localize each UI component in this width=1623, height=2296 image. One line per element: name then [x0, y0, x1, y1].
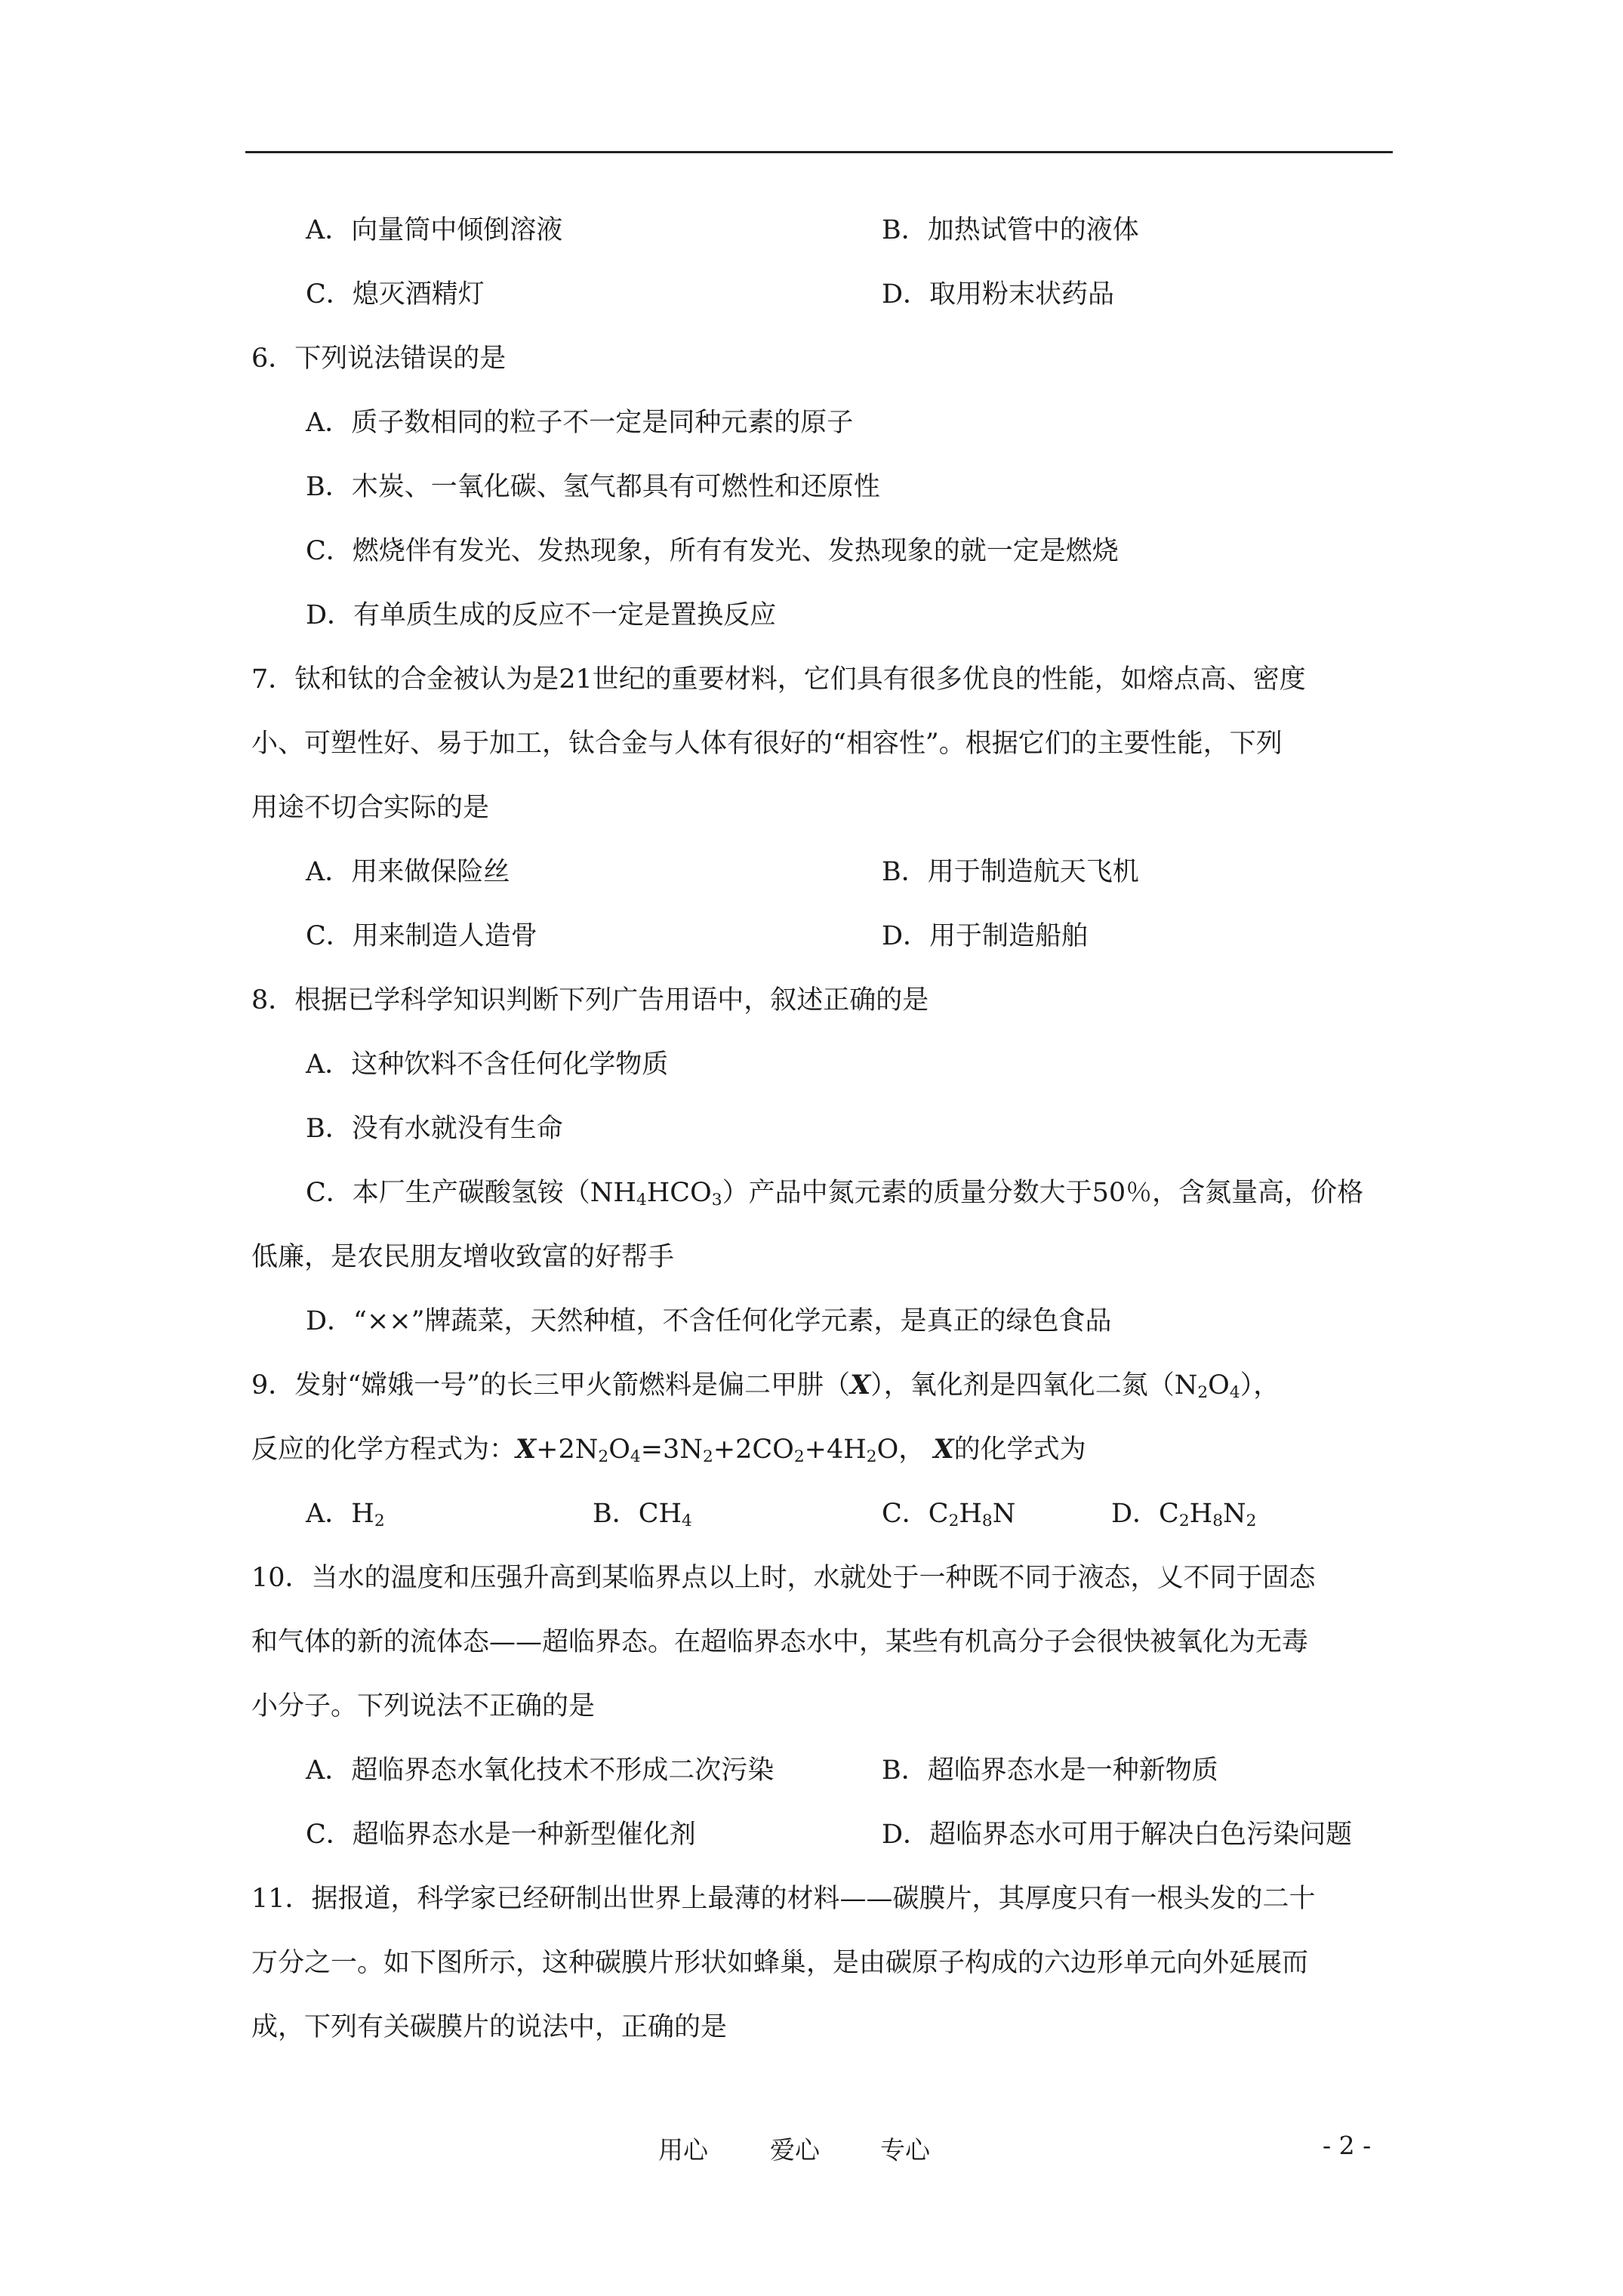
q10-stem-line3: 小分子。下列说法不正确的是 — [251, 1691, 596, 1721]
q8-c-text-b: HCO — [646, 1178, 712, 1208]
q9-sub: 2 — [702, 1447, 713, 1466]
footer-motto-1: 用心 — [658, 2135, 708, 2165]
q6-option-b: B．木炭、一氧化碳、氢气都具有可燃性和还原性 — [306, 472, 880, 502]
q9-text-c: ）， — [1240, 1370, 1280, 1401]
q7-stem-line2: 小、可塑性好、易于加工，钛合金与人体有很好的“相容性”。根据它们的主要性能，下列 — [251, 729, 1283, 759]
q9-text-d: 的化学式为 — [953, 1435, 1086, 1465]
q9-sub: 2 — [374, 1511, 385, 1530]
q9-eq: +2N — [536, 1435, 599, 1465]
q9-c-text: C．C — [882, 1499, 949, 1529]
q5-option-d: D．取用粉末状药品 — [882, 279, 1115, 310]
q10-option-d: D．超临界态水可用于解决白色污染问题 — [882, 1820, 1353, 1850]
q9-x-symbol: X — [850, 1370, 871, 1401]
q8-c-sub-3: 3 — [711, 1190, 722, 1210]
q7-stem-line1: 7．钛和钛的合金被认为是21世纪的重要材料，它们具有很多优良的性能，如熔点高、密度 — [251, 664, 1306, 695]
q9-o: O — [608, 1435, 630, 1465]
q11-stem-line1: 11．据报道，科学家已经研制出世界上最薄的材料——碳膜片，其厚度只有一根头发的二十 — [251, 1884, 1316, 1914]
q9-eq: +4H — [804, 1435, 867, 1465]
header-rule — [245, 151, 1393, 153]
q9-option-b — [593, 1496, 692, 1531]
q9-eq: =3N — [640, 1435, 703, 1465]
q8-c-text-a: C．本厂生产碳酸氢铵（NH — [306, 1178, 636, 1208]
q9-eq: +2CO — [713, 1435, 794, 1465]
q9-sub: 8 — [1212, 1511, 1223, 1530]
q9-sub: 4 — [1229, 1382, 1240, 1402]
q10-stem-line2: 和气体的新的流体态——超临界态。在超临界态水中，某些有机高分子会很快被氧化为无毒 — [251, 1627, 1309, 1657]
q8-c-text-c: ）产品中氮元素的质量分数大于50％，含氮量高，价格 — [722, 1178, 1364, 1208]
q7-option-d: D．用于制造船舶 — [882, 921, 1089, 951]
q8-option-c-line2: 低廉，是农民朋友增收致富的好帮手 — [251, 1242, 675, 1272]
q9-sub: 2 — [1246, 1511, 1257, 1530]
q7-stem-line3: 用途不切合实际的是 — [251, 793, 490, 823]
q10-option-b: B．超临界态水是一种新物质 — [882, 1755, 1218, 1786]
q7-option-b: B．用于制造航天飞机 — [882, 857, 1139, 887]
q9-eq: O， — [876, 1435, 925, 1465]
q6-option-d: D．有单质生成的反应不一定是置换反应 — [306, 600, 777, 630]
q9-option-c: C．$C_2H_8N$ — [882, 1499, 1016, 1530]
q8-c-sub-4: 4 — [636, 1190, 647, 1210]
q9-d-text: D．C — [1111, 1499, 1179, 1529]
q9-option-d: D．$C_2H_8N_2$ — [1111, 1499, 1257, 1530]
q9-equation-label: 反应的化学方程式为： — [251, 1435, 516, 1465]
page-number: - 2 - — [1323, 2131, 1372, 2160]
q6-option-a: A．质子数相同的粒子不一定是同种元素的原子 — [306, 408, 854, 438]
q9-text-a: 9．发射“嫦娥一号”的长三甲火箭燃料是偏二甲肼（ — [251, 1370, 851, 1401]
q9-n: N — [1223, 1499, 1246, 1529]
q9-sub: 2 — [793, 1447, 805, 1466]
q5-option-a: A．向量筒中倾倒溶液 — [306, 215, 563, 245]
q9-sub: 2 — [948, 1511, 959, 1530]
q11-stem-line3: 成，下列有关碳膜片的说法中，正确的是 — [251, 2012, 728, 2042]
q8-option-b: B．没有水就没有生命 — [306, 1114, 563, 1144]
q8-option-d: D．“××”牌蔬菜，天然种植，不含任何化学元素，是真正的绿色食品 — [306, 1306, 1112, 1336]
q9-n: N — [992, 1499, 1016, 1529]
q9-x-symbol: X — [516, 1434, 537, 1465]
q8-option-c-line1 — [306, 1176, 1363, 1210]
q9-sub: 2 — [598, 1447, 609, 1466]
q9-option-a — [306, 1496, 385, 1531]
q10-option-a: A．超临界态水氧化技术不形成二次污染 — [306, 1755, 775, 1786]
q9-text-b: ），氧化剂是四氧化二氮（N — [870, 1370, 1198, 1401]
q9-sub: 8 — [981, 1511, 993, 1530]
q10-stem-line1: 10．当水的温度和压强升高到某临界点以上时，水就处于一种既不同于液态，乂不同于固态 — [251, 1563, 1316, 1593]
q9-stem-line2 — [251, 1432, 1086, 1467]
q9-stem-line1 — [251, 1368, 1280, 1403]
q6-option-c: C．燃烧伴有发光、发热现象，所有有发光、发热现象的就一定是燃烧 — [306, 536, 1119, 566]
q8-stem: 8．根据已学科学知识判断下列广告用语中，叙述正确的是 — [251, 985, 929, 1015]
q9-b-text: B．CH — [593, 1499, 682, 1529]
q8-option-a: A．这种饮料不含任何化学物质 — [306, 1049, 669, 1080]
q9-sub: 2 — [1197, 1382, 1209, 1402]
q9-a-text: A．H — [306, 1499, 374, 1529]
q6-stem: 6．下列说法错误的是 — [251, 344, 507, 374]
q9-sub: 4 — [630, 1447, 641, 1466]
q9-sub: 2 — [866, 1447, 877, 1466]
q7-option-a: A．用来做保险丝 — [306, 857, 510, 887]
footer-motto-3: 专心 — [880, 2135, 930, 2165]
q9-x-symbol: X — [933, 1434, 954, 1465]
q9-sub: 2 — [1178, 1511, 1190, 1530]
footer-motto-2: 爱心 — [770, 2135, 820, 2165]
q9-o: O — [1208, 1370, 1230, 1401]
q5-option-b: B．加热试管中的液体 — [882, 215, 1139, 245]
q11-stem-line2: 万分之一。如下图所示，这种碳膜片形状如蜂巢，是由碳原子构成的六边形单元向外延展而 — [251, 1948, 1309, 1978]
q9-sub: 4 — [682, 1511, 692, 1530]
q10-option-c: C．超临界态水是一种新型催化剂 — [306, 1820, 696, 1850]
q7-option-c: C．用来制造人造骨 — [306, 921, 537, 951]
q5-option-c: C．熄灭酒精灯 — [306, 279, 485, 310]
